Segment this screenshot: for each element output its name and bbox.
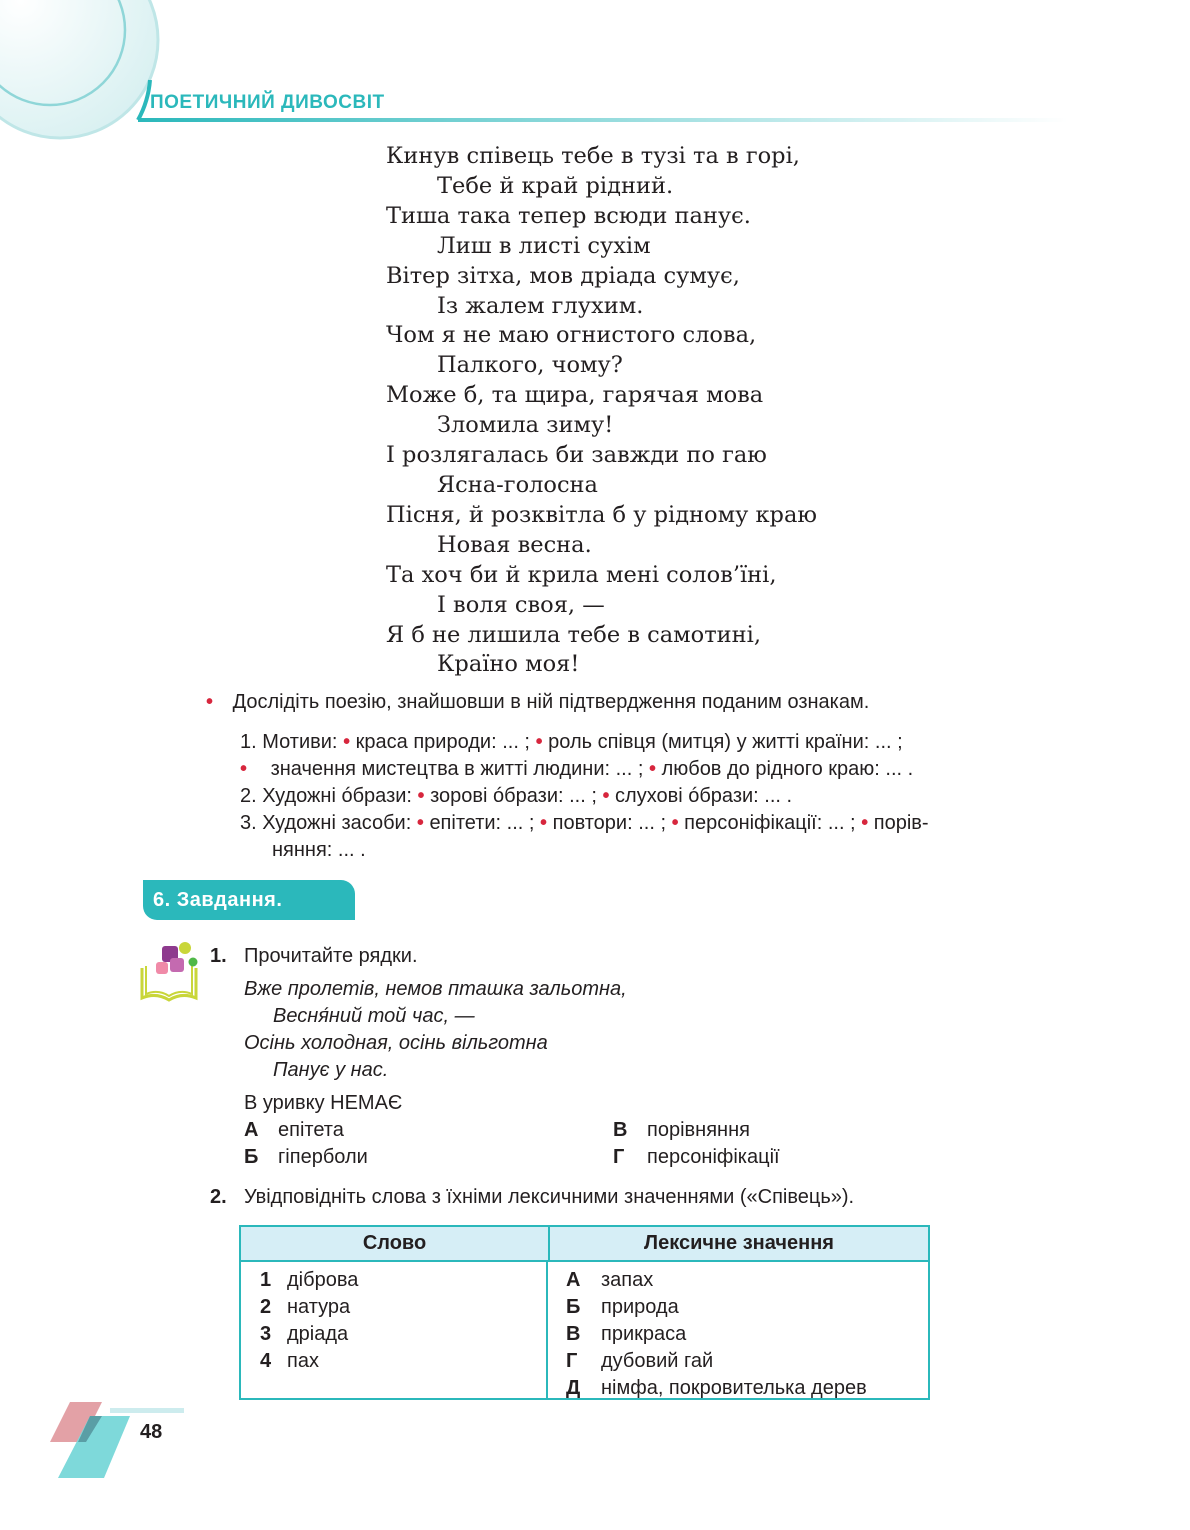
poem-line: Тиша така тепер всюди панує. — [386, 202, 751, 229]
q2-prompt: Увідповідніть слова з їхніми лексичними значеннями («Співець»). — [244, 1186, 855, 1208]
row-key: Г — [566, 1350, 578, 1372]
poem-line: Та хоч би й крила мені солов’їні, — [386, 561, 777, 588]
bullet-icon: • — [240, 758, 248, 780]
row-key: Б — [566, 1296, 581, 1318]
devices-line-2: няння: ... . — [272, 839, 366, 861]
table-row — [566, 1294, 928, 1321]
poem-line: Кинув співець тебе в тузі та в горі, — [386, 143, 800, 169]
row-key: 4 — [260, 1350, 272, 1372]
row-value: дубовий гай — [601, 1350, 714, 1372]
analysis-intro-text: Дослідіть поезію, знайшовши в ній підтвердження поданим ознакам. — [232, 691, 870, 713]
poem-line: Новая весна. — [437, 531, 592, 558]
bullet-icon: • — [343, 731, 351, 753]
table-row — [260, 1267, 546, 1294]
poem-line: Пісня, й розквітла б у рідному краю — [386, 501, 817, 528]
table-row — [566, 1348, 928, 1375]
page-corner-decoration — [50, 1402, 190, 1482]
poem-line: Може б, та щира, гарячая мова — [386, 382, 764, 409]
q1-verse-line: Панує у нас. — [273, 1059, 389, 1081]
row-value: натура — [287, 1296, 351, 1318]
section-badge: 6. Завдання. — [143, 880, 355, 920]
q1-number: 1. — [210, 945, 227, 967]
row-key: 2 — [260, 1296, 272, 1318]
bullet-icon: • — [206, 691, 214, 713]
q1-verse-line: Вже пролетів, немов пташка зальотна, — [244, 978, 627, 1000]
row-key: 1 — [260, 1269, 272, 1291]
poem-line: І воля своя, — — [437, 591, 605, 618]
bullet-icon: • — [540, 812, 548, 834]
bullet-icon: • — [417, 785, 425, 807]
row-key: 3 — [260, 1323, 272, 1345]
poem-line: Чом я не маю огнистого слова, — [386, 322, 757, 349]
words-column — [241, 1262, 548, 1400]
table-row — [260, 1348, 546, 1375]
table-row — [260, 1294, 546, 1321]
q1-question: В уривку НЕМАЄ — [244, 1092, 403, 1114]
poem-line: Вітер зітха, мов дріада сумує, — [386, 262, 740, 289]
motives-line: 1. Мотиви: • краса природи: ... ; • роль співця (митця) у житті країни: ... ; — [240, 731, 903, 753]
row-value: пах — [287, 1350, 319, 1372]
poem-line: Зломила зиму! — [437, 412, 614, 439]
row-key: В — [566, 1323, 581, 1345]
row-value: прикраса — [601, 1323, 687, 1345]
row-value: німфа, покровителька дерев — [601, 1377, 867, 1399]
row-value: діброва — [287, 1269, 359, 1291]
q1-verse-line: Весня́ний той час, — — [273, 1005, 475, 1027]
q2-number: 2. — [210, 1186, 227, 1208]
table-row — [566, 1321, 928, 1348]
row-value: природа — [601, 1296, 679, 1318]
poem-line: І розлягалась би завжди по гаю — [386, 442, 767, 469]
q1-option-b[interactable]: Б гіперболи — [244, 1146, 368, 1168]
table-header-word: Слово — [241, 1227, 550, 1260]
q1-option-v[interactable]: В порівняння — [613, 1119, 750, 1141]
motives-line-2: • значення мистецтва в житті людини: ... ; • любов до рідного краю: ... . — [240, 758, 914, 780]
table-row — [566, 1375, 928, 1402]
matching-table — [239, 1225, 930, 1400]
poem-line: Палкого, чому? — [437, 352, 623, 379]
q1-option-g[interactable]: Г персоніфікації — [613, 1146, 780, 1168]
table-row — [566, 1267, 928, 1294]
bullet-icon: • — [648, 758, 656, 780]
devices-line: 3. Художні засоби: • епітети: ... ; • повтори: ... ; • персоніфікації: ... ; • порів- — [240, 812, 929, 834]
bullet-icon: • — [416, 812, 424, 834]
bullet-icon: • — [535, 731, 543, 753]
table-row — [260, 1321, 546, 1348]
page-number: 48 — [140, 1421, 163, 1443]
bullet-icon: • — [602, 785, 610, 807]
poem-line: Лиш в листі сухім — [437, 232, 651, 259]
meanings-column — [548, 1262, 928, 1400]
poem-line: Тебе й край рідний. — [437, 172, 674, 199]
row-value: дріада — [287, 1323, 349, 1345]
row-value: запах — [601, 1269, 654, 1291]
poem-block — [386, 142, 817, 680]
q1-option-a[interactable]: А епітета — [244, 1119, 344, 1141]
poem-line: Країно моя! — [437, 651, 580, 678]
header-decoration — [0, 0, 1190, 160]
row-key: А — [566, 1269, 581, 1291]
poem-line: Із жалем глухим. — [437, 292, 644, 319]
table-header-meaning: Лексичне значення — [644, 1232, 834, 1254]
q1-prompt: Прочитайте рядки. — [244, 945, 418, 967]
section-header-title: ПОЕТИЧНИЙ ДИВОСВІТ — [150, 92, 385, 113]
row-key: Д — [566, 1377, 581, 1399]
poem-line: Я б не лишила тебе в самотині, — [386, 621, 761, 648]
bullet-icon: • — [861, 812, 869, 834]
poem-line: Ясна-голосна — [437, 471, 598, 498]
analysis-intro — [206, 689, 869, 716]
images-line: 2. Художні óбрази: • зорові óбрази: ... ; • слухові óбрази: ... . — [240, 785, 793, 807]
bullet-icon: • — [671, 812, 679, 834]
q1-verse-line: Осінь холодная, осінь вільготна — [244, 1032, 548, 1054]
book-with-squares-icon — [138, 940, 200, 1004]
